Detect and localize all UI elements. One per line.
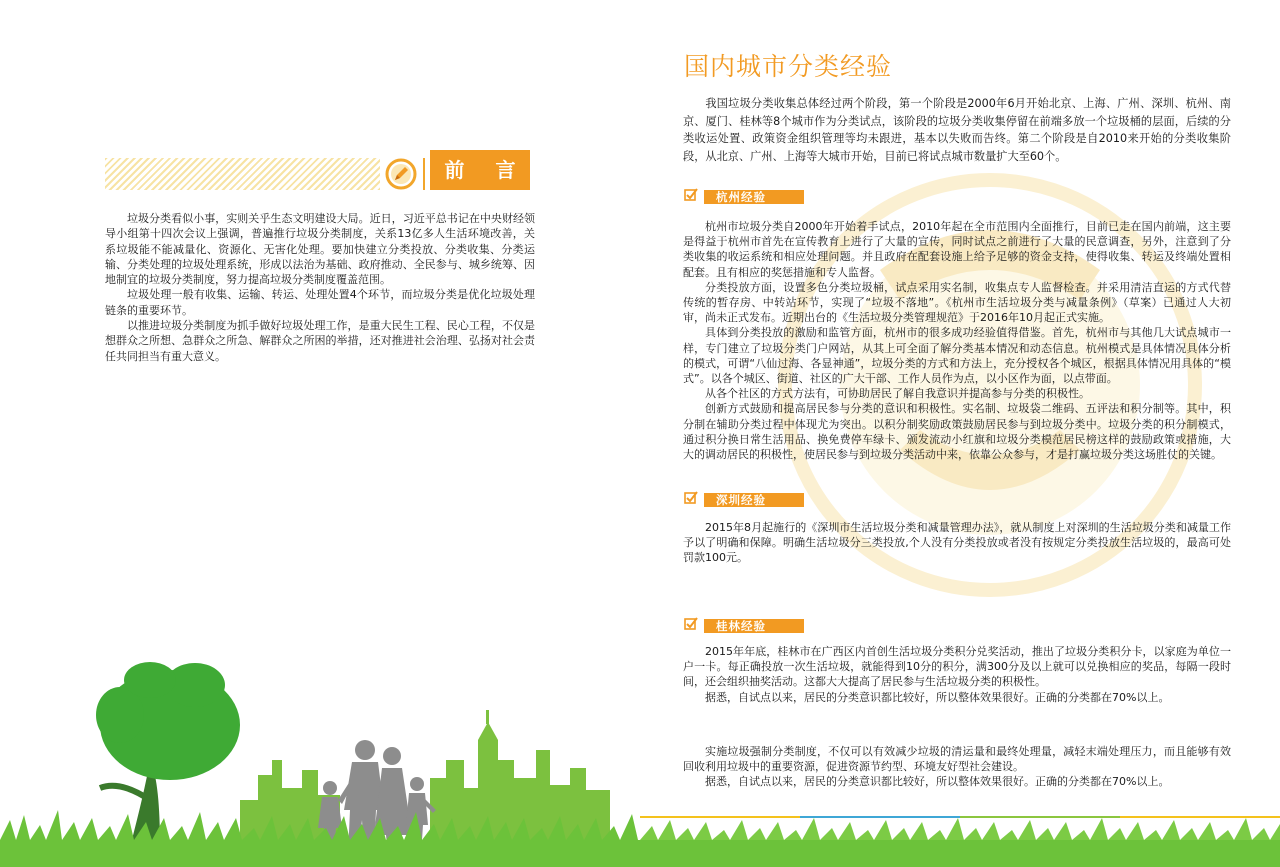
page-title: 国内城市分类经验 [684, 52, 893, 81]
section-paragraph: 2015年8月起施行的《深圳市生活垃圾分类和减量管理办法》，就从制度上对深圳的生活垃圾分类和减量工作予以了明确和保障。明确生活垃圾分三类投放,个人没有分类投放或者没有按规定分类投放生活垃圾的，最高可处罚款100元。 [683, 521, 1231, 565]
section-paragraph: 从各个社区的方式方法有，可协助居民了解自我意识并提高参与分类的积极性。 [705, 387, 1090, 401]
section-body-shenzhen [683, 520, 1231, 566]
section-paragraph: 分类投放方面，设置多色分类垃圾桶，试点采用实名制，收集点专人监督检查。并采用清洁直运的方式代替传统的暂存房、中转站环节，实现了“垃圾不落地”。《杭州市生活垃圾分类与减量条例》（草案）已通过人大初审，尚未正式发布。近期出台的《生活垃圾分类管理规范》于2016年10月起正式实施。 [683, 280, 1231, 325]
bottom-scenery [0, 660, 1280, 867]
checkbox-icon [684, 491, 698, 505]
section-paragraph: 具体到分类投放的激励和监管方面，杭州市的很多成功经验值得借鉴。首先，杭州市与其他几大试点城市一样，专门建立了垃圾分类门户网站，从其上可全面了解分类基本情况和动态信息。杭州模式是具体情况具体分析的模式，可谓“八仙过海、各显神通”，垃圾分类的方式和方法上，充分授权各个城区，根据具体情况用具体的“模式”。以各个城区、街道、社区的广大干部、工作人员作为点，以小区作为面，以点带面。 [683, 326, 1231, 386]
section-title: 深圳经验 [704, 493, 804, 507]
tree-illustration [96, 662, 240, 847]
grass-strip [0, 810, 1280, 867]
checkbox-icon [684, 617, 698, 631]
checkbox-icon [684, 188, 698, 202]
preface-title: 前 言 [430, 150, 530, 190]
preface-paragraph: 垃圾处理一般有收集、运输、转运、处理处置4个环节，而垃圾分类是优化垃圾处理链条的重要环节。 [105, 288, 535, 317]
intro-paragraph: 我国垃圾分类收集总体经过两个阶段，第一个阶段是2000年6月开始北京、上海、广州、深圳、杭州、南京、厦门、桂林等8个城市作为分类试点，该阶段的垃圾分类收集停留在前端多放一个垃圾桶的层面，后续的分类收运处置、政策资金组织管理等均未跟进，基本以失败而告终。第二个阶段是自2010来开始的分类收集阶段，从北京、广州、上海等大城市开始，目前已将试点城市数量扩大至60个。 [683, 97, 1231, 163]
preface-body [105, 211, 535, 364]
header-stripes [105, 158, 380, 190]
section-body-hangzhou [683, 219, 1231, 462]
section-paragraph: 据悉，自试点以来，居民的分类意识都比较好，所以整体效果很好。正确的分类都在70%以上。 [705, 690, 1170, 704]
preface-paragraph: 以推进垃圾分类制度为抓手做好垃圾处理工作，是重大民生工程、民心工程，不仅是想群众之所想、急群众之所急、解群众之所困的举措，还对推进社会治理、弘扬对社会责任共同担当有重大意义。 [105, 319, 535, 363]
section-header-guilin [684, 617, 804, 633]
header-rule [423, 158, 425, 190]
section-paragraph: 2015年年底，桂林市在广西区内首创生活垃圾分类积分兑奖活动，推出了垃圾分类积分卡，以家庭为单位一户一卡。每正确投放一次生活垃圾，就能得到10分的积分，满300分及以上就可以兑换相应的奖品，每隔一段时间，还会组织抽奖活动。这都大大提高了居民参与生活垃圾分类的积极性。 [683, 645, 1231, 689]
preface-header [105, 150, 530, 190]
preface-paragraph: 垃圾分类看似小事，实则关乎生态文明建设大局。近日，习近平总书记在中央财经领导小组第十四次会议上强调，普遍推行垃圾分类制度，关系13亿多人生活环境改善，关系垃圾能不能减量化、资源化、无害化处理。要加快建立分类投放、分类收集、分类运输、分类处理的垃圾处理系统，形成以法治为基础、政府推动、全民参与、城乡统筹、因地制宜的垃圾分类制度，努力提高垃圾分类制度覆盖范围。 [105, 212, 535, 287]
section-title: 杭州经验 [704, 190, 804, 204]
section-header-hangzhou [684, 188, 804, 204]
color-divider-line [640, 816, 1280, 818]
section-paragraph: 创新方式鼓励和提高居民参与分类的意识和积极性。实名制、垃圾袋二维码、五评法和积分制等。其中，积分制在辅助分类过程中体现尤为突出。以积分制奖励政策鼓励居民参与到垃圾分类中。垃圾分类的积分制模式，通过积分换日常生活用品、换免费停车绿卡、颁发流动小红旗和垃圾分类模范居民榜这样的鼓励政策或措施，大大的调动居民的积极性，使居民参与到垃圾分类活动中来，依靠公众参与，才是打赢垃圾分类这场胜仗的关键。 [683, 402, 1231, 462]
section-paragraph: 杭州市垃圾分类自2000年开始着手试点，2010年起在全市范围内全面推行，目前已走在国内前端，这主要是得益于杭州市首先在宣传教育上进行了大量的宣传，同时试点之前进行了大量的民意调查，另外，注意到了分类收集的收运系统和相应处理问题。并且政府在配套设施上给予足够的资金支持，使得收集、转运及终端处置相配套。且有相应的奖惩措施和专人监督。 [683, 220, 1231, 279]
intro-text [683, 95, 1231, 165]
pencil-circle-icon [385, 158, 417, 190]
closing-paragraph: 实施垃圾强制分类制度，不仅可以有效减少垃圾的清运量和最终处理量，减轻末端处理压力，而且能够有效回收利用垃圾中的重要资源，促进资源节约型、环境友好型社会建设。 [683, 745, 1231, 774]
closing-paragraph: 据悉，自试点以来，居民的分类意识都比较好，所以整体效果很好。正确的分类都在70%以上。 [705, 775, 1170, 789]
section-title: 桂林经验 [704, 619, 804, 633]
section-header-shenzhen [684, 491, 804, 507]
